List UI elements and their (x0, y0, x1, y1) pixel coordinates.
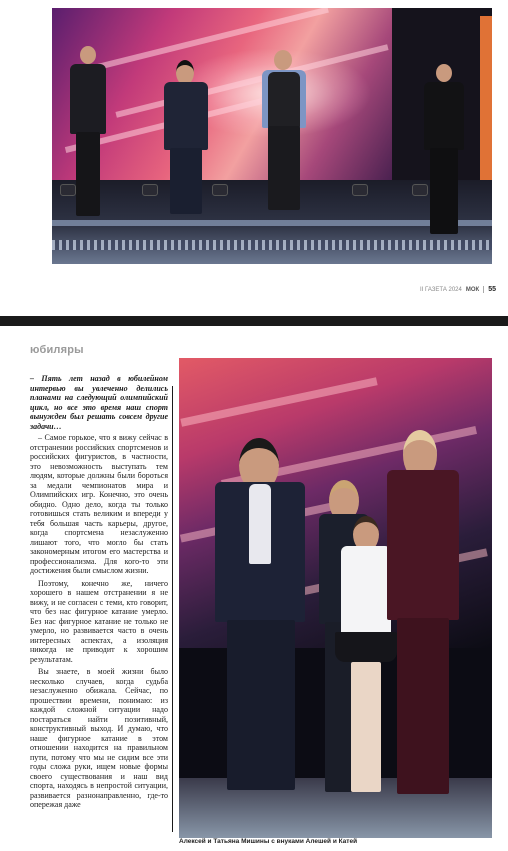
family-photo (179, 358, 492, 838)
top-page (0, 0, 508, 316)
section-title: юбиляры (30, 344, 84, 356)
bottom-page (0, 326, 508, 851)
column-rule (172, 386, 173, 832)
folio-text: II ГАЗЕТА 2024 (419, 286, 462, 293)
photo-caption: Алексей и Татьяна Мишины с внуками Алешей и Катей (179, 838, 358, 845)
interview-question: – Пять лет назад в юбилейном интервью вы увлеченно делились планами на следующий олимпийский цикл, но все это время наш спорт вынужден был решать совсем другие задачи… (30, 374, 168, 431)
spread-divider (0, 316, 508, 326)
folio-brand: МОК (465, 286, 480, 293)
paragraph: – Самое горькое, что я вижу сейчас в отстранении российских спортсменов и российских фигуристов, в частности, это невозможность выступать тем людям, которые должны были бороться за медали чемпионатов мира и Олимпийских игр. Конечно, это очень обидно. Одно дело, когда ты только готовишься стать великим и впереди у тебя большая часть карьеры, другое, когда спортсмена незаслуженно лишают того, что могло бы стать закономерным итогом его мастерства и профессионализма. Для кого-то эти достижения были смыслом жизни. (30, 433, 168, 575)
article-text (30, 374, 168, 813)
paragraph: Вы знаете, в моей жизни было несколько случаев, когда судьба незаслуженно обижала. Сейчас, по прошествии времени, понимаю: из каждой сложной ситуации надо постараться найти позитивный, конструктивный выход. И думаю, что наше фигурное катание в этом отношении находится на правильном пути, потому что мы не сидим все эти годы сложа руки, ищем новые формы своего существования и наш вид спорта, находясь в непростой ситуации, развивается разнонаправленно, где-то опережая даже (30, 667, 168, 809)
page-number: 55 (483, 286, 496, 293)
stage-photo (52, 8, 492, 264)
page-folio (420, 286, 496, 293)
paragraph: Поэтому, конечно же, ничего хорошего в нашем отстранении я не вижу, и не согласен с теми, кто говорит, что без нас фигурное катание умерло. Без нас фигурное катание не только не умерло, но развивается часто в очень интересных аспектах, а изоляция никогда не приводит к хорошим результатам. (30, 578, 168, 664)
